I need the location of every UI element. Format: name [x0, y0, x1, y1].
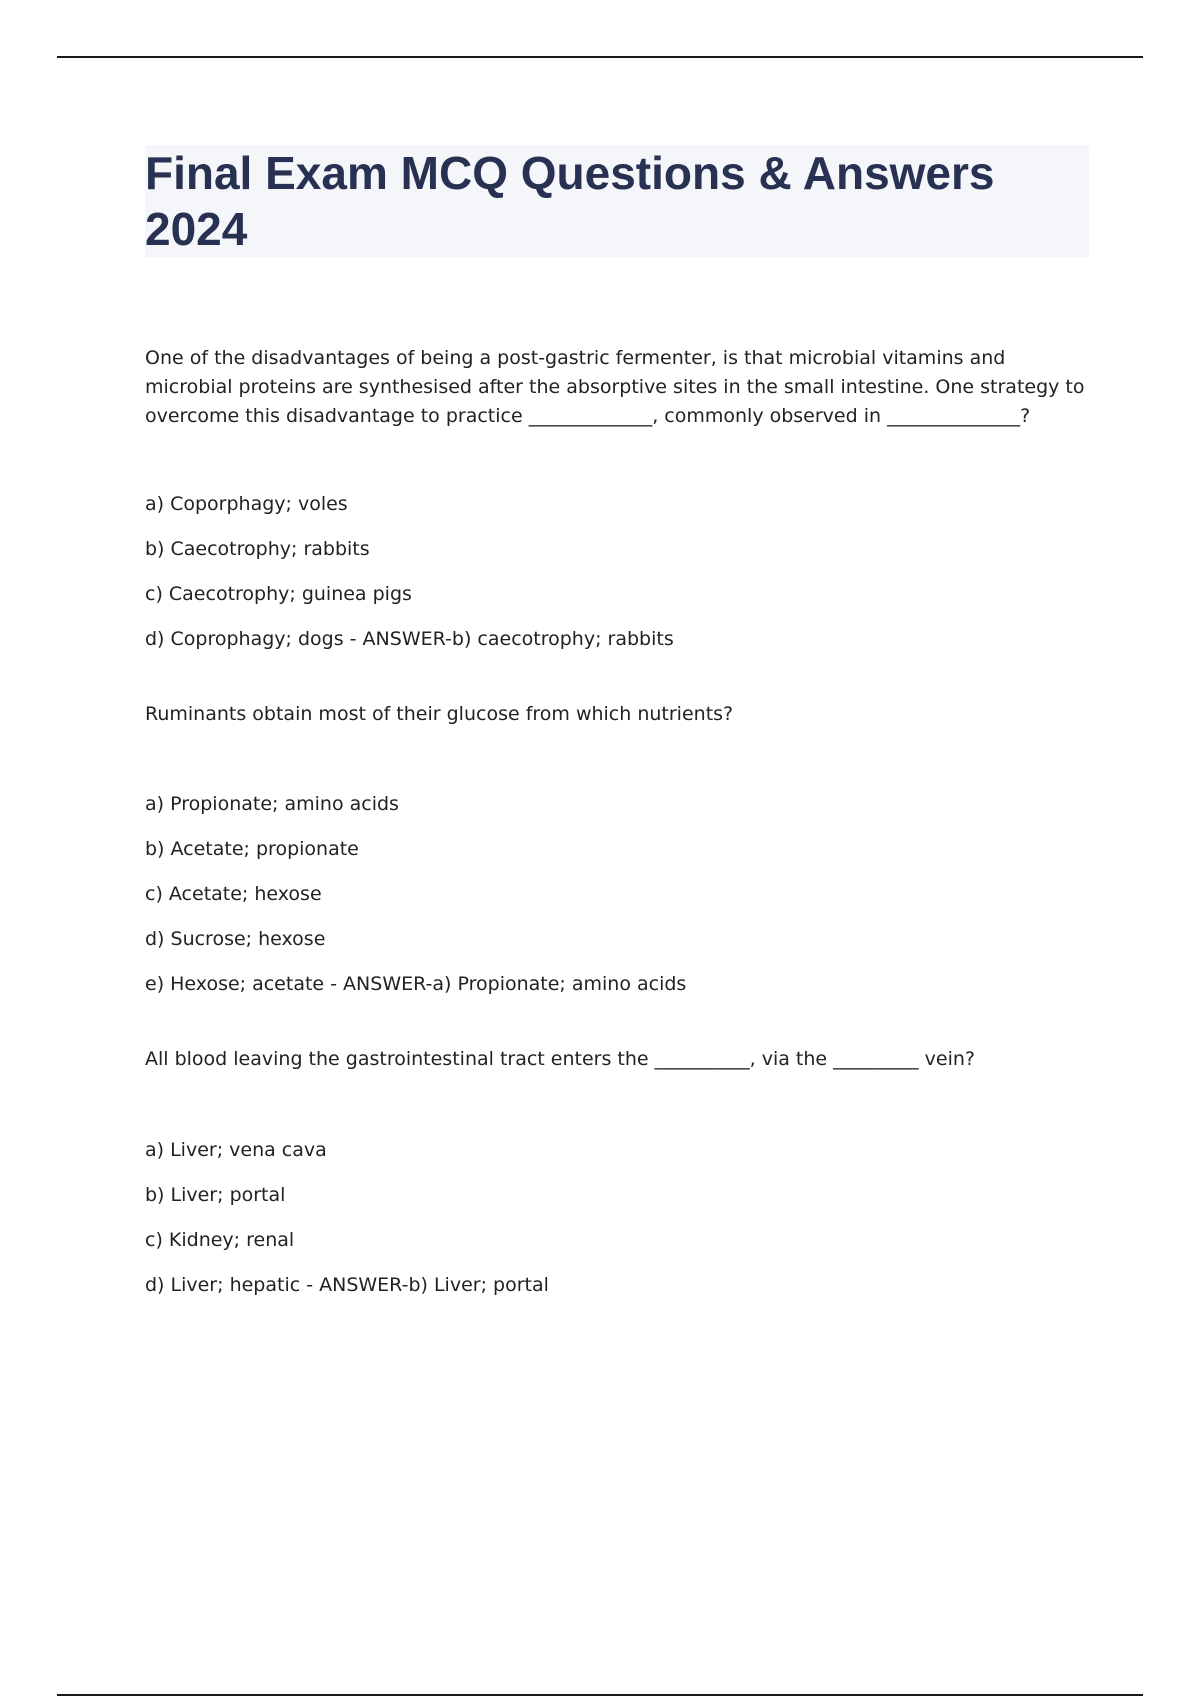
question-block — [145, 344, 1085, 653]
page-title: Final Exam MCQ Questions & Answers 2024 — [145, 147, 995, 255]
option-list — [145, 791, 1085, 998]
question-block — [145, 700, 1085, 998]
question-block — [145, 1045, 1085, 1299]
option-item: d) Sucrose; hexose — [145, 928, 326, 950]
option-item: b) Caecotrophy; rabbits — [145, 538, 370, 560]
option-item-with-answer: d) Coprophagy; dogs - ANSWER-b) caecotrophy; rabbits — [145, 628, 674, 650]
footer-rule — [57, 1694, 1143, 1696]
question-list — [145, 344, 1085, 1346]
header-rule — [57, 56, 1143, 58]
question-text: All blood leaving the gastrointestinal tract enters the __________, via the _________ vein? — [145, 1048, 976, 1070]
title-banner — [145, 145, 1089, 257]
option-item: b) Acetate; propionate — [145, 838, 359, 860]
option-item: a) Coporphagy; voles — [145, 493, 348, 515]
question-text: Ruminants obtain most of their glucose from which nutrients? — [145, 703, 734, 725]
option-item-with-answer: e) Hexose; acetate - ANSWER-a) Propionate; amino acids — [145, 973, 687, 995]
option-list — [145, 491, 1085, 653]
option-item: a) Propionate; amino acids — [145, 793, 399, 815]
option-item-with-answer: d) Liver; hepatic - ANSWER-b) Liver; portal — [145, 1274, 549, 1296]
option-list — [145, 1137, 1085, 1299]
option-item: b) Liver; portal — [145, 1184, 286, 1206]
option-item: a) Liver; vena cava — [145, 1139, 327, 1161]
question-text: One of the disadvantages of being a post-gastric fermenter, is that microbial vitamins and microbial proteins are synthesised after the absorptive sites in the small intestine. One strategy to overcome this disadvantage to practice _____________, commonly observed in ______________? — [145, 347, 1085, 427]
option-item: c) Caecotrophy; guinea pigs — [145, 583, 412, 605]
option-item: c) Acetate; hexose — [145, 883, 322, 905]
option-item: c) Kidney; renal — [145, 1229, 295, 1251]
